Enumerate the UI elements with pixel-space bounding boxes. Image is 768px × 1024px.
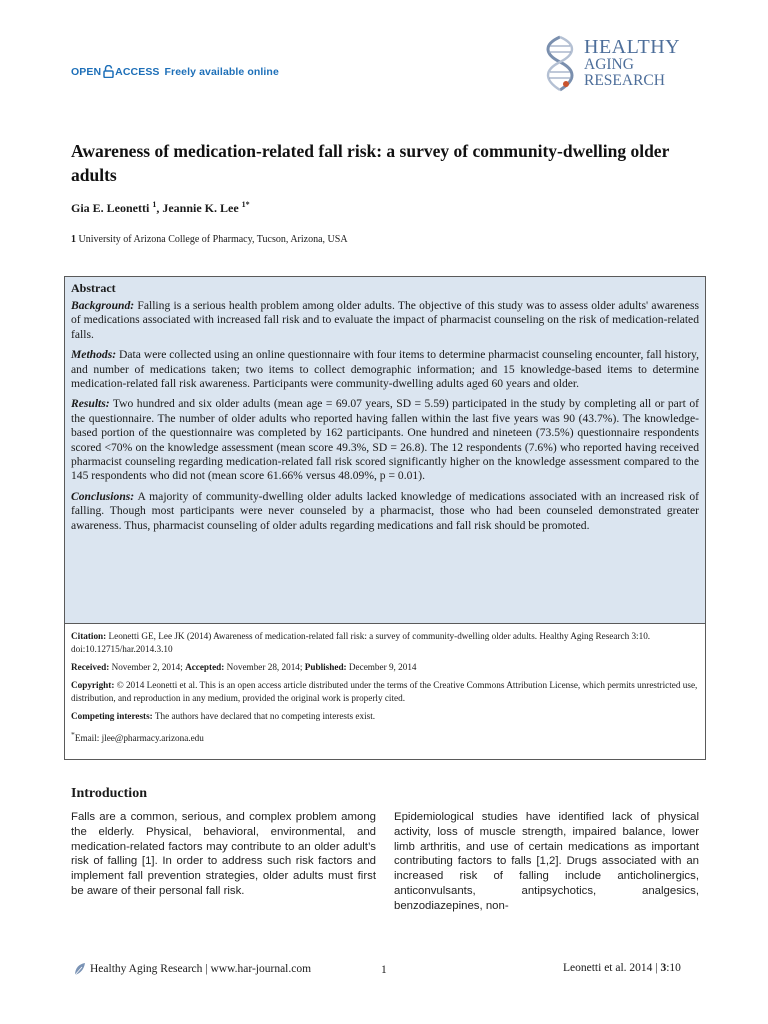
- background-text: Falling is a serious health problem among older adults. The objective of this study was to assess older adults' awareness of medications associated with increased fall risk and to evaluate the impact of pharmacist counseling on the risk of medication-related falls.: [71, 299, 699, 341]
- received-label: Received:: [71, 662, 110, 672]
- corresponding-email: [71, 728, 699, 745]
- abstract-conclusions: [71, 490, 699, 533]
- affiliation-text: University of Arizona College of Pharmacy, Tucson, Arizona, USA: [76, 234, 348, 245]
- article-info-box: [64, 624, 706, 760]
- article-title: Awareness of medication-related fall risk: a survey of community-dwelling older adults: [71, 141, 670, 185]
- footer-volume: 3: [660, 962, 667, 974]
- footer-issue: :10: [666, 962, 681, 974]
- logo-word-healthy: HEALTHY: [584, 36, 681, 58]
- abstract-content: [71, 281, 699, 539]
- logo-word-research: RESEARCH: [584, 71, 665, 89]
- author-list: [71, 200, 250, 216]
- open-access-label-open: OPEN: [71, 65, 102, 78]
- published-label: Published:: [304, 662, 347, 672]
- published-date: December 9, 2014: [346, 662, 417, 672]
- footer-journal: [73, 962, 311, 976]
- accepted-label: Accepted:: [185, 662, 225, 672]
- email-link[interactable]: Email: jlee@pharmacy.arizona.edu: [74, 733, 204, 744]
- affiliation-number: 1: [71, 234, 76, 245]
- abstract-results: [71, 397, 699, 483]
- received-date: November 2, 2014;: [109, 662, 186, 672]
- footer-citation: [563, 962, 681, 974]
- methods-label: Methods:: [71, 348, 117, 362]
- abstract-heading: Abstract: [71, 281, 116, 295]
- leaf-icon: [73, 962, 86, 976]
- abstract-box: [64, 276, 706, 624]
- copyright-text: © 2014 Leonetti et al. This is an open access article distributed under the terms of the Creative Commons Attribution License, which permits unrestricted use, distribution, and reproduction in any medium, provided the original work is properly cited.: [71, 680, 698, 703]
- journal-logo: [538, 34, 698, 94]
- email-asterisk: *: [71, 730, 75, 739]
- affiliation: [71, 234, 348, 245]
- abstract-background: [71, 299, 699, 342]
- article-info-content: [71, 630, 699, 750]
- copyright: [71, 679, 699, 705]
- author-separator: ,: [156, 201, 163, 215]
- introduction-heading: Introduction: [71, 786, 147, 801]
- conclusions-label: Conclusions:: [71, 489, 135, 503]
- page-number: 1: [381, 964, 387, 976]
- introduction-column-right: Epidemiological studies have identified lack of physical activity, loss of muscle strength, impaired balance, lower limb arthritis, and use of certain medications as important contributing factors to falls [1,2]. Drugs associated with an increased risk of falling include anticholinergics, anticonvulsants, antipsychotics, analgesics, benzodiazepines, non-: [394, 811, 699, 912]
- citation: [71, 630, 699, 656]
- author-2-affiliation: 1*: [241, 200, 250, 209]
- methods-text: Data were collected using an online questionnaire with four items to determine pharmacist counseling encounter, fall history, and number of medications taken; two items to collect demographic information; and 15 knowledge-based items to determine medication-related fall risk awareness. Participants were community-dwelling adults aged 60 years and older.: [71, 348, 699, 391]
- introduction-column-left: Falls are a common, serious, and complex problem among the elderly. Physical, behavioral, environmental, and medication-related factors may contribute to an older adult’s risk of falling [1]. In order to address such risk factors and implement fall prevention strategies, older adults must first be aware of their personal fall risk.: [71, 811, 376, 897]
- author-2: Jeannie K. Lee: [162, 201, 239, 215]
- conclusions-text: A majority of community-dwelling older adults lacked knowledge of medications associated with an increased risk of falling. Though most participants were never counseled by a pharmacist, those who had been counseled demonstrated greater awareness. Thus, pharmacist counseling of older adults regarding medications and fall risk should be promoted.: [71, 489, 699, 532]
- results-label: Results:: [71, 397, 110, 411]
- competing-interests: [71, 710, 699, 723]
- dna-helix-icon: [538, 34, 582, 94]
- author-1: Gia E. Leonetti: [71, 201, 150, 215]
- citation-label: Citation:: [71, 631, 107, 641]
- open-access-label-access: ACCESS: [115, 65, 160, 78]
- background-label: Background:: [71, 299, 135, 312]
- competing-interests-text: The authors have declared that no competing interests exist.: [152, 711, 376, 721]
- logo-wordmark: [584, 37, 680, 88]
- footer-journal-text[interactable]: Healthy Aging Research | www.har-journal.com: [90, 963, 312, 975]
- footer-cite-text: Leonetti et al. 2014 |: [563, 962, 661, 974]
- author-1-affiliation: 1: [152, 200, 157, 209]
- citation-text: Leonetti GE, Lee JK (2014) Awareness of medication-related fall risk: a survey of community-dwelling older adults. Healthy Aging Research 3:10. doi:10.12715/har.2014.3.10: [71, 631, 651, 654]
- open-lock-icon: [103, 65, 114, 78]
- logo-word-aging: AGING: [584, 56, 634, 73]
- dates: [71, 661, 699, 674]
- competing-interests-label: Competing interests:: [71, 711, 153, 721]
- results-text: Two hundred and six older adults (mean age = 69.07 years, SD = 5.59) participated in the study by completing all or part of the questionnaire. The number of older adults who reported having fallen within the last five years was 90 (43.7%). The knowledge-based portion of the questionnaire was completed by 162 participants. One hundred and nineteen (73.5%) questionnaire respondents scored <70% on the knowledge assessment (mean score 49.3%, SD = 26.8). The 12 respondents (7.6%) who reported having received pharmacist counseling regarding medication-related fall risk scored significantly higher on the knowledge assessment compared to the 145 respondents who did not (mean score 61.66% versus 48.09%, p = 0.01).: [71, 397, 699, 483]
- freely-available-label: Freely available online: [164, 65, 279, 78]
- copyright-label: Copyright:: [71, 680, 115, 690]
- open-access-banner: [71, 65, 279, 78]
- accepted-date: November 28, 2014;: [224, 662, 305, 672]
- abstract-methods: [71, 348, 699, 391]
